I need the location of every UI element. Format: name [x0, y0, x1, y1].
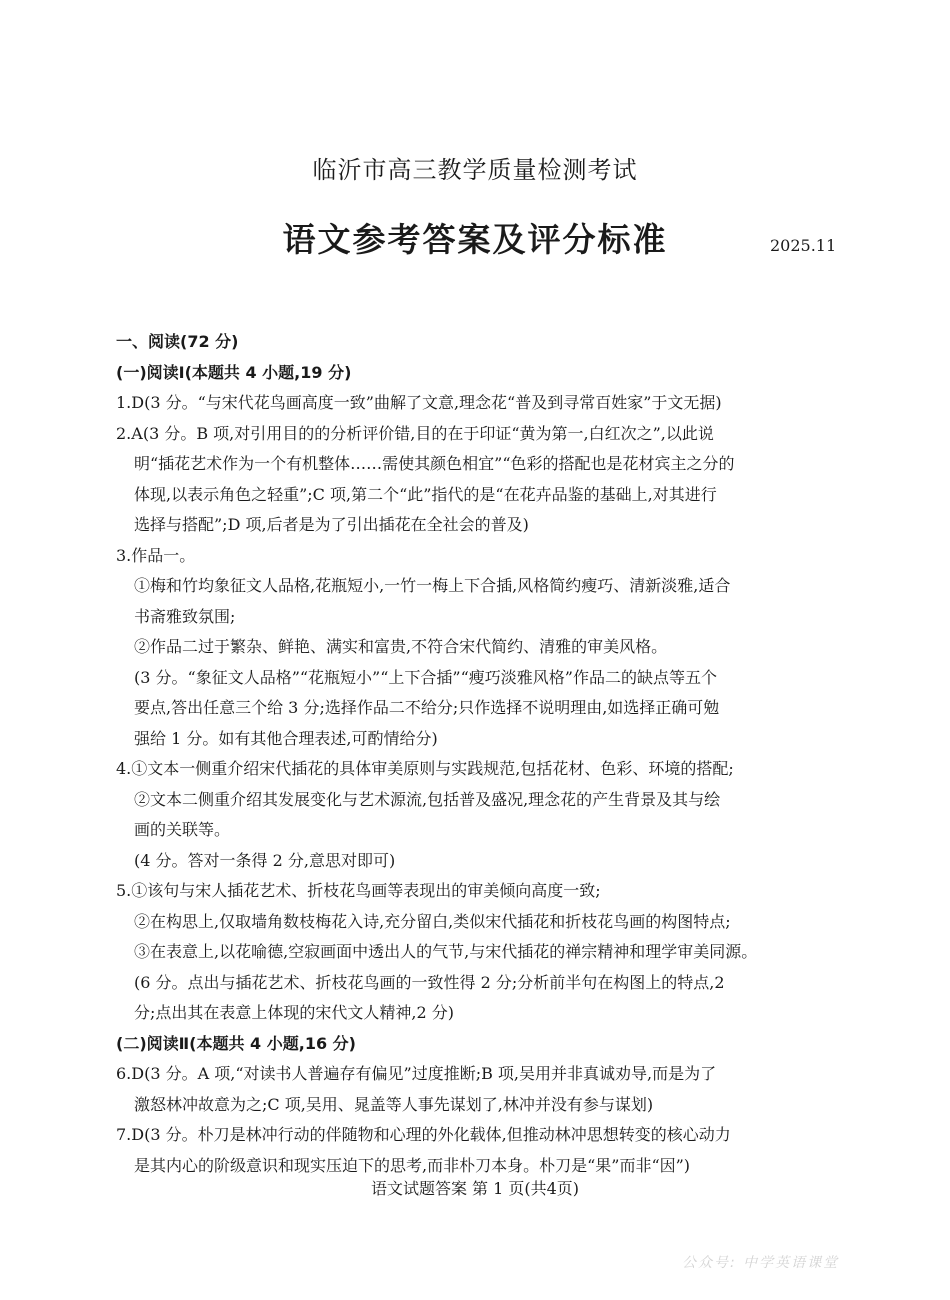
answer-line: 2.A(3 分。B 项,对引用目的的分析评价错,目的在于印证“黄为第一,白红次之”,以此说 — [116, 423, 714, 443]
answer-line: 7.D(3 分。朴刀是林冲行动的伴随物和心理的外化载体,但推动林冲思想转变的核心动力 — [116, 1125, 731, 1144]
answer-line: ②文本二侧重介绍其发展变化与艺术源流,包括普及盛况,理念花的产生背景及其与绘 — [134, 789, 721, 809]
answer-line: 激怒林冲故意为之;C 项,吴用、晁盖等人事先谋划了,林冲并没有参与谋划) — [134, 1094, 654, 1114]
answer-line: 强给 1 分。如有其他合理表述,可酌情给分) — [134, 728, 438, 748]
watermark: 公众号: 中学英语课堂 — [682, 1255, 840, 1271]
answer-line: ①梅和竹均象征文人品格,花瓶短小,一竹一梅上下合插,风格简约瘦巧、清新淡雅,适合 — [134, 576, 731, 595]
answer-line: 书斋雅致氛围; — [134, 606, 236, 626]
answer-line: 选择与搭配”;D 项,后者是为了引出插花在全社会的普及) — [134, 515, 529, 534]
answer-line: ②在构思上,仅取墙角数枝梅花入诗,充分留白,类似宋代插花和折枝花鸟画的构图特点; — [134, 911, 731, 931]
document-date: 2025.11 — [770, 236, 837, 255]
subsection-heading: (二)阅读Ⅱ(本题共 4 小题,16 分) — [116, 1033, 356, 1053]
answer-line: 5.①该句与宋人插花艺术、折枝花鸟画等表现出的审美倾向高度一致; — [116, 881, 601, 900]
section-heading: 一、阅读(72 分) — [116, 332, 239, 351]
answer-line: ③在表意上,以花喻德,空寂画面中透出人的气节,与宋代插花的禅宗精神和理学审美同源。 — [134, 942, 758, 961]
answer-line: 是其内心的阶级意识和现实压迫下的思考,而非朴刀本身。朴刀是“果”而非“因”) — [134, 1155, 691, 1175]
answer-line: (6 分。点出与插花艺术、折枝花鸟画的一致性得 2 分;分析前半句在构图上的特点,2 — [134, 972, 725, 992]
answer-line: 明“插花艺术作为一个有机整体……需使其颜色相宜”“色彩的搭配也是花材宾主之分的 — [134, 454, 735, 473]
page-footer: 语文试题答案 第 1 页(共4页) — [370, 1179, 580, 1198]
answer-line: (4 分。答对一条得 2 分,意思对即可) — [134, 850, 396, 870]
answer-line: 要点,答出任意三个给 3 分;选择作品二不给分;只作选择不说明理由,如选择正确可勉 — [134, 698, 720, 717]
answer-content — [116, 327, 836, 1181]
answer-line: 6.D(3 分。A 项,“对读书人普遍存有偏见”过度推断;B 项,吴用并非真诚劝导,而是为了 — [116, 1064, 717, 1083]
answer-line: (3 分。“象征文人品格”“花瓶短小”“上下合插”“瘦巧淡雅风格”作品二的缺点等五个 — [134, 667, 717, 687]
answer-line: 1.D(3 分。“与宋代花鸟画高度一致”曲解了文意,理念花“普及到寻常百姓家”于文无据) — [116, 393, 722, 412]
answer-line: 3.作品一。 — [116, 545, 196, 565]
exam-name: 临沂市高三教学质量检测考试 — [312, 156, 638, 184]
subsection-heading: (一)阅读Ⅰ(本题共 4 小题,19 分) — [116, 362, 352, 382]
answer-line: ②作品二过于繁杂、鲜艳、满实和富贵,不符合宋代简约、清雅的审美风格。 — [134, 637, 668, 656]
answer-line: 画的关联等。 — [134, 820, 231, 839]
answer-line: 分;点出其在表意上体现的宋代文人精神,2 分) — [134, 1003, 454, 1022]
answer-line: 体现,以表示角色之轻重”;C 项,第二个“此”指代的是“在花卉品鉴的基础上,对其进行 — [134, 484, 717, 504]
answer-line: 4.①文本一侧重介绍宋代插花的具体审美原则与实践规范,包括花材、色彩、环境的搭配; — [116, 759, 734, 778]
document-title: 语文参考答案及评分标准 — [282, 220, 668, 259]
